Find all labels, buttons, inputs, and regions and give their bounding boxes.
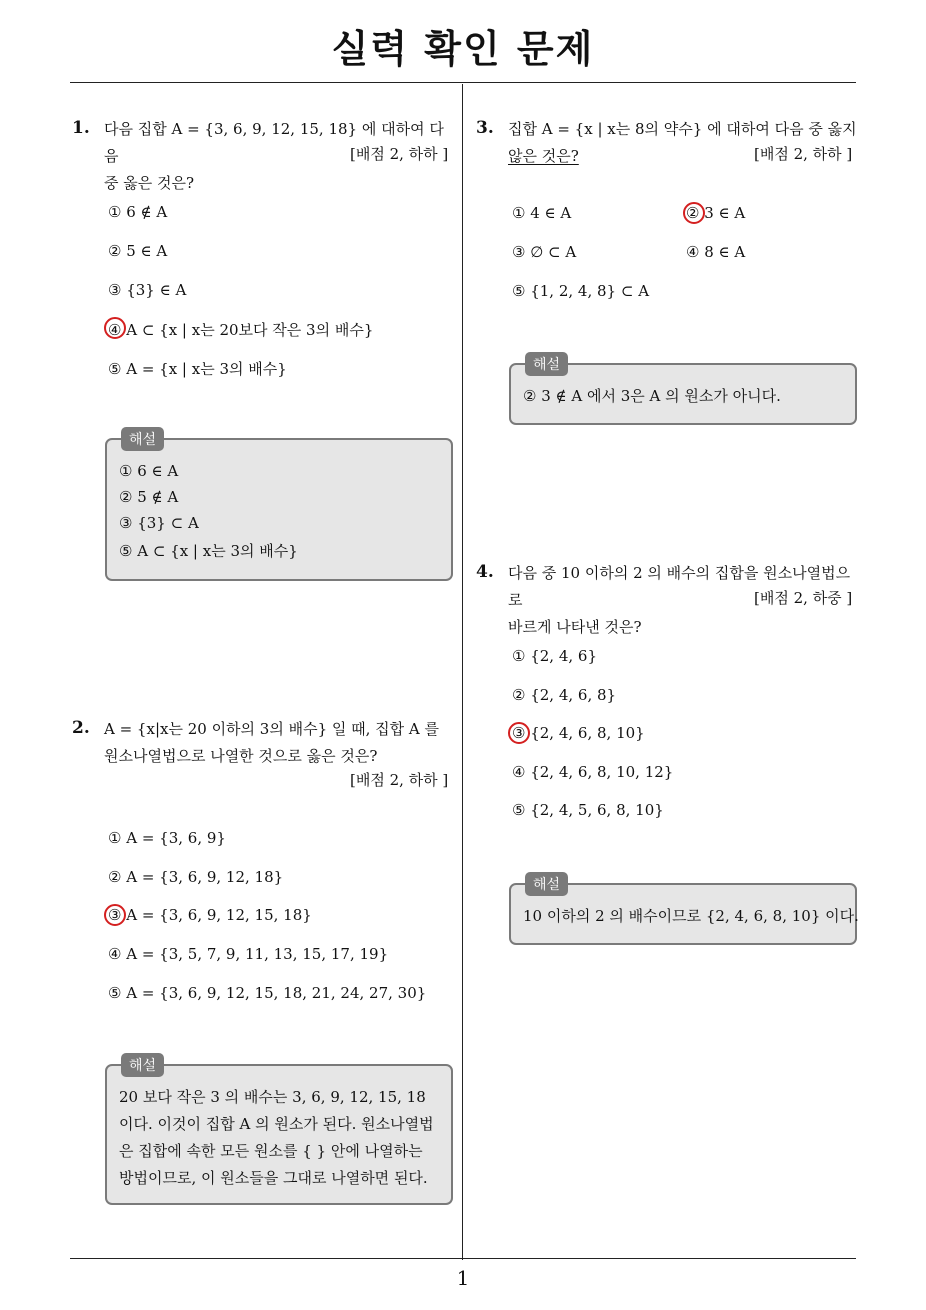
explanation-line: ① 6 ∈ A	[119, 462, 179, 480]
option-3[interactable]: ③ ∅ ⊂ A	[512, 243, 577, 261]
option-4[interactable]: ④ 8 ∈ A	[686, 243, 746, 261]
answer-circle-mark	[508, 722, 530, 744]
option-5[interactable]: ⑤ {1, 2, 4, 8} ⊂ A	[512, 282, 650, 300]
score-label: [배점 2, 하하 ]	[350, 145, 449, 163]
explanation-tag: 해설	[525, 352, 568, 376]
question-line: 바르게 나타낸 것은?	[508, 618, 642, 636]
explanation-line: 은 집합에 속한 모든 원소를 { } 안에 나열하는	[119, 1142, 423, 1160]
explanation-line: ② 5 ∉ A	[119, 488, 179, 506]
option-4[interactable]: ④ A ⊂ {x | x는 20보다 작은 3의 배수}	[108, 321, 374, 339]
score-label: [배점 2, 하하 ]	[350, 771, 449, 789]
option-5[interactable]: ⑤ A = {3, 6, 9, 12, 15, 18, 21, 24, 27, 30}	[108, 984, 427, 1002]
question-line: 다음 집합 A = {3, 6, 9, 12, 15, 18} 에 대하여 다음	[104, 120, 444, 165]
page-title: 실력 확인 문제	[331, 27, 595, 71]
option-1[interactable]: ① 6 ∉ A	[108, 203, 168, 221]
option-3[interactable]: ③ A = {3, 6, 9, 12, 15, 18}	[108, 906, 312, 924]
option-2[interactable]: ② {2, 4, 6, 8}	[512, 686, 617, 704]
explanation-line: ⑤ A ⊂ {x | x는 3의 배수}	[119, 542, 298, 560]
question-number: 3.	[476, 118, 494, 138]
score-label: [배점 2, 하하 ]	[754, 145, 853, 163]
question-line: 집합 A = {x | x는 8의 약수} 에 대하여 다음 중 옳지	[508, 120, 857, 138]
page-number: 1	[456, 1266, 470, 1290]
answer-circle-mark	[104, 904, 126, 926]
explanation-line: 방법이므로, 이 원소들을 그대로 나열하면 된다.	[119, 1169, 428, 1187]
explanation-line: 10 이하의 2 의 배수이므로 {2, 4, 6, 8, 10} 이다.	[523, 907, 859, 925]
explanation-line: 이다. 이것이 집합 A 의 원소가 된다. 원소나열법	[119, 1115, 434, 1133]
explanation-box	[509, 357, 857, 425]
explanation-text	[119, 1084, 441, 1192]
option-1[interactable]: ① A = {3, 6, 9}	[108, 829, 226, 847]
explanation-line: 20 보다 작은 3 의 배수는 3, 6, 9, 12, 15, 18	[119, 1088, 426, 1106]
explanation-box	[105, 432, 453, 581]
option-4[interactable]: ④ {2, 4, 6, 8, 10, 12}	[512, 763, 674, 781]
question-number: 4.	[476, 562, 494, 582]
option-3[interactable]: ③ {2, 4, 6, 8, 10}	[512, 724, 645, 742]
option-2[interactable]: ② A = {3, 6, 9, 12, 18}	[108, 868, 284, 886]
option-2[interactable]: ② 5 ∈ A	[108, 242, 168, 260]
answer-circle-mark	[683, 202, 705, 224]
option-5[interactable]: ⑤ {2, 4, 5, 6, 8, 10}	[512, 801, 664, 819]
explanation-tag: 해설	[121, 427, 164, 451]
question-line: 않은 것은?	[508, 147, 579, 165]
explanation-box	[509, 877, 859, 945]
question-line: 원소나열법으로 나열한 것으로 옳은 것은?	[104, 747, 378, 765]
option-1[interactable]: ① 4 ∈ A	[512, 204, 572, 222]
explanation-box	[105, 1058, 453, 1205]
option-3[interactable]: ③ {3} ∈ A	[108, 281, 187, 299]
top-rule	[70, 82, 856, 83]
question-line: 다음 중 10 이하의 2 의 배수의 집합을 원소나열법으로	[508, 564, 851, 609]
answer-circle-mark	[104, 317, 126, 339]
question-line: 중 옳은 것은?	[104, 174, 195, 192]
question-number: 2.	[72, 718, 90, 738]
explanation-line: ③ {3} ⊂ A	[119, 514, 199, 532]
column-divider	[462, 84, 463, 1260]
bottom-rule	[70, 1258, 856, 1259]
question-line: A = {x|x는 20 이하의 3의 배수} 일 때, 집합 A 를	[104, 720, 440, 738]
explanation-tag: 해설	[525, 872, 568, 896]
option-4[interactable]: ④ A = {3, 5, 7, 9, 11, 13, 15, 17, 19}	[108, 945, 389, 963]
score-label: [배점 2, 하중 ]	[754, 589, 853, 607]
question-text	[104, 716, 456, 770]
explanation-line: ② 3 ∉ A 에서 3은 A 의 원소가 아니다.	[523, 387, 781, 405]
option-2[interactable]: ② 3 ∈ A	[686, 204, 746, 222]
question-number: 1.	[72, 118, 90, 138]
option-1[interactable]: ① {2, 4, 6}	[512, 647, 598, 665]
explanation-tag: 해설	[121, 1053, 164, 1077]
option-5[interactable]: ⑤ A = {x | x는 3의 배수}	[108, 360, 287, 378]
